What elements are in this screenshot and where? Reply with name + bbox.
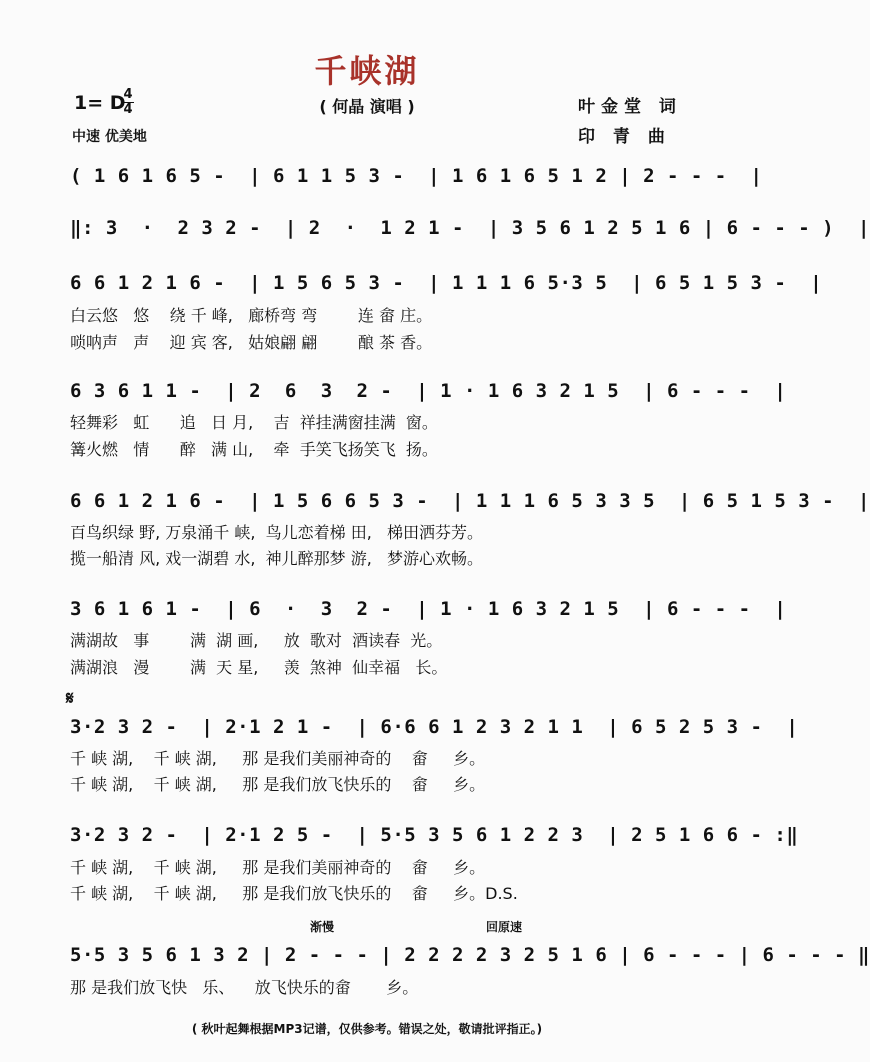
lyric-line-3a: 白云悠 悠 绕 千 峰, 廊桥弯 弯 连 畲 庄。 [70,306,433,325]
lyric-line-6a: 满湖故 事 满 湖 画, 放 歌对 酒读春 光。 [70,631,443,650]
notation-line-2: ‖: 3 · 2 3 2 - | 2 · 1 2 1 - | 3 5 6 1 2 5 1 6 | 6 - - - ) | [70,217,870,239]
time-numerator: 4 [123,87,133,102]
key-signature: 1= D [74,92,126,114]
rit-mark: 渐慢 [310,920,335,934]
lyric-line-5a: 百鸟织绿 野, 万泉涌千 峡, 鸟儿恋着梯 田, 梯田洒芬芳。 [70,523,484,542]
notation-line-5: 6 6 1 2 1 6 - | 1 5 6 6 5 3 - | 1 1 1 6 5 3 3 5 | 6 5 1 5 3 - | [70,490,870,512]
lyric-line-8a: 千 峡 湖, 千 峡 湖, 那 是我们美丽神奇的 畲 乡。 [70,858,486,877]
footnote: ( 秋叶起舞根据MP3记谱，仅供参考。错误之处，敬请批评指正。) [191,1022,543,1036]
lyric-line-8b: 千 峡 湖, 千 峡 湖, 那 是我们放飞快乐的 畲 乡。D.S. [70,884,518,903]
lyric-line-7a: 千 峡 湖, 千 峡 湖, 那 是我们美丽神奇的 畲 乡。 [70,749,486,768]
notation-line-1: ( 1 6 1 6 5 - | 6 1 1 5 3 - | 1 6 1 6 5 1 2 | 2 - - - | [70,165,763,187]
lyric-line-5b: 揽一船清 风, 戏一湖碧 水, 神儿醉那梦 游, 梦游心欢畅。 [70,549,484,568]
time-denominator: 4 [123,102,133,117]
lyric-line-6b: 满湖浪 漫 满 天 星, 羡 煞神 仙幸福 长。 [70,658,448,677]
notation-line-4: 6 3 6 1 1 - | 2 6 3 2 - | 1 · 1 6 3 2 1 5 | 6 - - - | [70,380,787,402]
tempo-mark: 中速 优美地 [72,129,147,145]
lyric-line-3b: 唢呐声 声 迎 宾 客, 姑娘翩 翩 酿 茶 香。 [70,333,433,352]
singer-credit: ( 何晶 演唱 ) [319,97,415,116]
a-tempo-mark: 回原速 [486,920,523,934]
notation-line-9: 5·5 3 5 6 1 3 2 | 2 - - - | 2 2 2 2 3 2 5 1 6 | 6 - - - | 6 - - - ‖ [70,944,870,966]
notation-line-3: 6 6 1 2 1 6 - | 1 5 6 5 3 - | 1 1 1 6 5·3 5 | 6 5 1 5 3 - | [70,272,823,294]
composer-credit: 印 青 曲 [578,127,671,147]
notation-line-8: 3·2 3 2 - | 2·1 2 5 - | 5·5 3 5 6 1 2 2 3 | 2 5 1 6 6 - :‖ [70,824,799,846]
lyric-line-9a: 那 是我们放飞快 乐、 放飞快乐的畲 乡。 [70,978,419,997]
lyric-line-4b: 篝火燃 情 醉 满 山, 牵 手笑飞扬笑飞 扬。 [70,440,438,459]
song-title: 千峡湖 [314,52,420,90]
lyric-line-4a: 轻舞彩 虹 追 日 月, 吉 祥挂满窗挂满 窗。 [70,413,438,432]
lyricist-credit: 叶金堂 词 [578,97,682,117]
notation-line-7: 3·2 3 2 - | 2·1 2 1 - | 6·6 6 1 2 3 2 1 1 | 6 5 2 5 3 - | [70,716,799,738]
lyric-line-7b: 千 峡 湖, 千 峡 湖, 那 是我们放飞快乐的 畲 乡。 [70,775,486,794]
notation-line-6: 3 6 1 6 1 - | 6 · 3 2 - | 1 · 1 6 3 2 1 5 | 6 - - - | [70,598,787,620]
segno-sign: 𝄋 [66,688,74,709]
